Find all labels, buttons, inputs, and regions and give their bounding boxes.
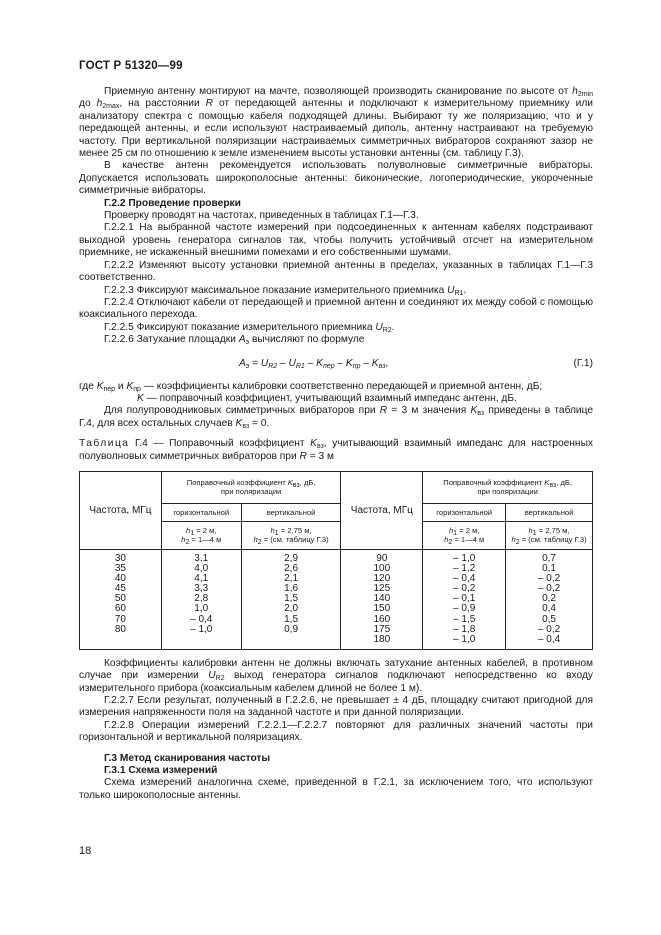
header-frequency-right: Частота, МГц xyxy=(341,471,423,549)
table-cell: 40 xyxy=(114,573,126,585)
intro-paragraph-1: Приемную антенну монтируют на мачте, позволяющей производить сканирование по высоте от $h_{2min}$ до $h_{2max}$, на расстоянии R от передающей антенны и подключают к измерительному приемнику или анализатору спектра с помощью кабеля подходящей длины. Выбирают ту же поляризацию, что и у передающей антенны, и если используют настраиваемый диполь, антенну настраивают на требуемую частоту. При вертикальной поляризации настраиваемых симметричных вибраторов сохраняют зазор не менее 25 см по отношению к земле изменением высоты установки антенны (см. таблицу Г.3). xyxy=(79,86,593,160)
correction-table xyxy=(79,471,593,650)
table-cell: 30 xyxy=(114,552,126,564)
paragraph-g221: Г.2.2.1 На выбранной частоте измерений при подсоединенных к антеннам кабелях подстраивают выходной уровень генератора сигналов так, чтобы получить устойчивый отсчет на измерительном приемнике, не искаженный внешними помехами и его собственными шумами. xyxy=(79,222,593,259)
table-cell: – 1,0 xyxy=(453,552,476,564)
paragraph-g225: Г.2.2.5 Фиксируют показание измерительного приемника $U_{R2}$. xyxy=(104,321,395,334)
table-cell: 175 xyxy=(373,623,391,635)
paragraph-g224: Г.2.2.4 Отключают кабели от передающей и приемной антенн и соединяют их между собой с помощью коаксиального перехода. xyxy=(79,296,593,321)
table-cell: 50 xyxy=(114,593,126,605)
table-caption: Таблица Г.4 — Поправочный коэффициент $K_{вз}$, учитывающий взаимный импеданс для настроенных полуволновых симметричных вибраторов при R = 3 м xyxy=(79,438,593,462)
header-h-condition-right: $h_1 = 2$ м, $h_2$ = 1—4 м xyxy=(423,521,506,549)
table-cell: 1,6 xyxy=(284,583,299,595)
table-cell: 4,1 xyxy=(194,573,209,585)
section-heading-g31: Г.3.1 Схема измерений xyxy=(104,765,218,777)
paragraph-g22-0: Проверку проводят на частотах, приведенных в таблицах Г.1—Г.3. xyxy=(104,210,419,222)
table-cell: – 0,9 xyxy=(453,603,476,615)
table-cell: 2,0 xyxy=(284,603,299,615)
table-cell: 3,3 xyxy=(194,583,209,595)
paragraph-g226: Г.2.2.6 Затухание площадки $A_э$ вычисляют по формуле xyxy=(104,334,365,347)
table-cell: – 1,5 xyxy=(453,613,476,625)
header-horizontal-right: горизонтальной xyxy=(423,503,506,521)
table-cell: – 1,0 xyxy=(453,633,476,645)
document-header: ГОСТ Р 51320—99 xyxy=(79,60,183,72)
document-body xyxy=(79,86,593,802)
table-cell: 140 xyxy=(373,593,391,605)
table-cell: – 0,2 xyxy=(453,583,476,595)
table-cell: 70 xyxy=(114,613,126,625)
header-horizontal-left: горизонтальной xyxy=(161,503,241,521)
table-cell: 2,6 xyxy=(284,563,299,575)
table-cell: 35 xyxy=(114,563,126,575)
table-cell: 160 xyxy=(373,613,391,625)
table-cell: 125 xyxy=(373,583,391,595)
table-cell: 180 xyxy=(373,633,391,645)
header-v-condition-right: $h_1 = 2,75$ м, $h_2 = (см$. таблицу Г.3) xyxy=(506,521,593,549)
paragraph-g223: Г.2.2.3 Фиксируют максимальное показание измерительного приемника $U_{R1}$. xyxy=(104,284,467,297)
table-cell: – 0,1 xyxy=(453,593,476,605)
paragraph-g222: Г.2.2.2 Изменяют высоту установки приемной антенны в пределах, указанных в таблицах Г.1—Г.3 соответственно. xyxy=(79,259,593,284)
after-paragraph-1: Коэффициенты калибровки антенн не должны включать затухание антенных кабелей, в противном случае при измерении $U_{R2}$ выход генератора сигналов подключают непосредственно ко входу измерительного прибора (коаксиальным кабелем длиной не более 1 м). xyxy=(79,657,593,694)
where-line-1: где $K_{пер}$ и $K_{пр}$ — коэффициенты калибровки соответственно передающей и приемной антенн, дБ; xyxy=(79,380,543,393)
table-cell: 2,1 xyxy=(284,573,299,585)
paragraph-g227: Г.2.2.7 Если результат, полученный в Г.2.2.6, не превышает ± 4 дБ, площадку считают пригодной для измерения напряженности поля на заданной частоте и при данной поляризации. xyxy=(79,695,593,719)
section-heading-g22: Г.2.2 Проведение проверки xyxy=(104,197,241,209)
table-cell: 100 xyxy=(373,563,391,575)
table-cell: – 0,2 xyxy=(537,623,561,635)
table-cell: – 1,0 xyxy=(190,623,213,635)
table-cell: 45 xyxy=(114,583,126,595)
table-cell: 0,9 xyxy=(284,623,299,635)
header-coefficient-left: Поправочный коэффициент $K_{вз}$, дБ, при поляризации xyxy=(161,471,341,503)
table-cell: 2,9 xyxy=(284,552,299,564)
column-freq-right xyxy=(341,549,423,649)
column-hor-right xyxy=(423,549,506,649)
paragraph-g228: Г.2.2.8 Операции измерений Г.2.2.1—Г.2.2.7 повторяют для различных значений частоты при горизонтальной и вертикальной поляризациях. xyxy=(79,719,593,744)
column-ver-left xyxy=(241,549,341,649)
table-cell: – 0,2 xyxy=(537,573,561,585)
table-cell: – 0,4 xyxy=(453,573,476,585)
header-v-condition-left: $h_1 = 2,75$ м, $h_2 = (см$. таблицу Г.3) xyxy=(241,521,341,549)
section-heading-g3: Г.3 Метод сканирования частоты xyxy=(104,752,271,764)
table-cell: – 0,4 xyxy=(537,633,561,645)
table-cell: 0,4 xyxy=(542,603,556,615)
header-coefficient-right: Поправочный коэффициент $K_{вз}$, дБ, при поляризации xyxy=(423,471,593,503)
table-cell: 4,0 xyxy=(194,563,209,575)
table-cell: 90 xyxy=(376,552,388,564)
column-freq-left xyxy=(80,549,162,649)
table-cell: 0,2 xyxy=(542,593,556,605)
table-cell: 80 xyxy=(114,623,126,635)
formula-expression: $A_э = U_{R2} - U_{R1} - K_{пер} - K_{пр} - K_{вз}$, xyxy=(239,357,389,370)
header-frequency-left: Частота, МГц xyxy=(80,471,162,549)
page-number: 18 xyxy=(79,845,92,857)
where-line-2: K — поправочный коэффициент, учитывающий взаимный импеданс антенн, дБ. xyxy=(137,392,517,404)
formula-number: (Г.1) xyxy=(573,357,593,369)
table-cell: 1,0 xyxy=(194,603,209,615)
table-cell: – 1,2 xyxy=(453,563,476,575)
header-h-condition-left: $h_1 = 2$ м, $h_2$ = 1—4 м xyxy=(161,521,241,549)
intro-paragraph-2: В качестве антенн рекомендуется использовать полуволновые симметричные вибраторы. Допускается использовать широкополосные антенны: биконические, логопериодические, укороченные симметричные вибраторы. xyxy=(79,160,593,197)
table-cell: 0,7 xyxy=(542,552,556,564)
where-line-3: Для полупроводниковых симметричных вибраторов при R = 3 м значения $K_{вз}$ приведены в таблице Г.4, для всех остальных случаев $K_{вз} = 0$. xyxy=(79,405,593,430)
table-cell: – 0,2 xyxy=(537,583,561,595)
table-cell: – 0,4 xyxy=(190,613,213,625)
header-vertical-left: вертикальной xyxy=(241,503,341,521)
table-cell: – 1,8 xyxy=(453,623,476,635)
table-cell: 3,1 xyxy=(194,552,209,564)
formula-g1 xyxy=(79,351,593,377)
table-cell: 60 xyxy=(114,603,126,615)
table-cell: 0,1 xyxy=(542,563,556,575)
table-cell: 1,5 xyxy=(284,593,299,605)
column-hor-left xyxy=(161,549,241,649)
table-cell: 2,8 xyxy=(194,593,209,605)
paragraph-g31: Схема измерений аналогична схеме, приведенной в Г.2.1, за исключением того, что используют только широкополосные антенны. xyxy=(79,777,593,801)
table-cell: 1,5 xyxy=(284,613,299,625)
table-cell: 150 xyxy=(373,603,391,615)
header-vertical-right: вертикальной xyxy=(506,503,593,521)
column-ver-right xyxy=(506,549,593,649)
table-cell: 0,5 xyxy=(542,613,556,625)
table-cell: 120 xyxy=(373,573,391,585)
